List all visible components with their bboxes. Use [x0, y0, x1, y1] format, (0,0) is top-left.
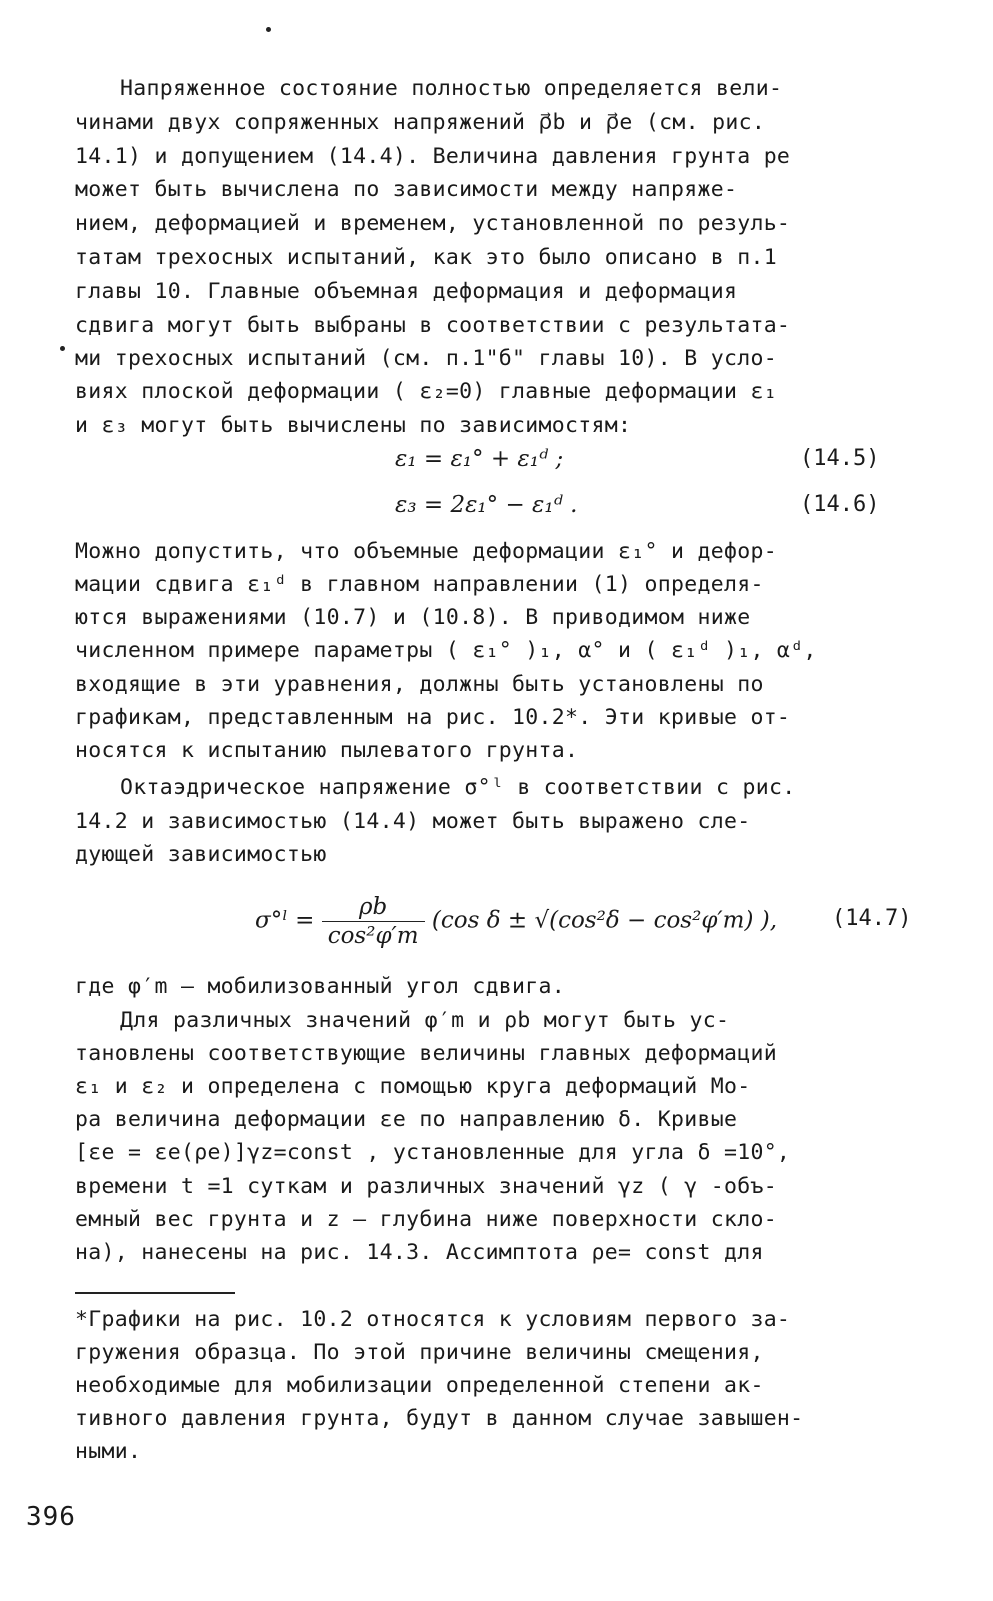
- text-line: ми трехосных испытаний (см. п.1"б" главы 10). В усло-: [75, 346, 777, 371]
- footnote-line: *Графики на рис. 10.2 относятся к условиям первого за-: [75, 1307, 791, 1332]
- text-line: Для различных значений φ′m и ρb могут быть ус-: [120, 1008, 730, 1033]
- text-line: ε₁ и ε₂ и определена с помощью круга деформаций Мо-: [75, 1074, 751, 1099]
- text-line: 14.2 и зависимостью (14.4) может быть выражено сле-: [75, 809, 751, 834]
- text-line: численном примере параметры ( ε₁° )₁, α° и ( ε₁ᵈ )₁, αᵈ,: [75, 638, 817, 663]
- text-line: ра величина деформации εe по направлению δ. Кривые: [75, 1107, 738, 1132]
- ink-dot: [266, 27, 271, 32]
- fraction-denominator: cos²φ′m: [327, 923, 419, 949]
- footnote-line: ными.: [75, 1439, 142, 1464]
- equation-number: (14.7): [832, 906, 912, 931]
- text-line: на), нанесены на рис. 14.3. Ассимптота ρe= const для: [75, 1240, 764, 1265]
- ink-dot: [60, 346, 65, 351]
- text-line: емный вес грунта и z – глубина ниже поверхности скло-: [75, 1207, 777, 1232]
- text-line: главы 10. Главные объемная деформация и деформация: [75, 279, 738, 304]
- text-line: и ε₃ могут быть вычислены по зависимостям:: [75, 413, 632, 438]
- equation-fraction: [322, 893, 425, 950]
- equation-14-5: ε₁ = ε₁° + ε₁ᵈ ;: [395, 446, 564, 472]
- fraction-numerator: ρb: [322, 893, 425, 922]
- text-line: [εe = εe(ρe)]γz=const , установленные для угла δ =10°,: [75, 1140, 791, 1165]
- text-line: Можно допустить, что объемные деформации ε₁° и дефор-: [75, 539, 777, 564]
- text-line: Напряженное состояние полностью определяется вели-: [120, 76, 783, 101]
- equation-14-6: ε₃ = 2ε₁° − ε₁ᵈ .: [395, 492, 578, 518]
- text-line: времени t =1 суткам и различных значений γz ( γ -объ-: [75, 1174, 777, 1199]
- text-line: Октаэдрическое напряжение σ°ˡ в соответствии с рис.: [120, 775, 796, 800]
- text-line: чинами двух сопряженных напряжений ρ⃗b и ρ⃗e (см. рис.: [75, 110, 766, 135]
- equation-14-7: [255, 893, 777, 950]
- text-line: ются выражениями (10.7) и (10.8). В приводимом ниже: [75, 605, 751, 630]
- footnote-line: необходимые для мобилизации определенной степени ак-: [75, 1373, 764, 1398]
- footnote-rule: [75, 1292, 235, 1294]
- text-line: может быть вычислена по зависимости между напряже-: [75, 177, 738, 202]
- page-number: 396: [26, 1502, 76, 1532]
- text-line: 14.1) и допущением (14.4). Величина давления грунта pe: [75, 144, 791, 169]
- equation-number: (14.6): [800, 492, 880, 517]
- text-line: графикам, представленным на рис. 10.2*. Эти кривые от-: [75, 705, 791, 730]
- equation-number: (14.5): [800, 446, 880, 471]
- text-line: носятся к испытанию пылеватого грунта.: [75, 738, 579, 763]
- text-line: дующей зависимостью: [75, 842, 327, 867]
- text-line: где φ′m – мобилизованный угол сдвига.: [75, 974, 566, 999]
- text-line: тановлены соответствующие величины главных деформаций: [75, 1041, 777, 1066]
- text-line: сдвига могут быть выбраны в соответствии с результата-: [75, 313, 791, 338]
- text-line: виях плоской деформации ( ε₂=0) главные деформации ε₁: [75, 379, 777, 404]
- footnote-line: гружения образца. По этой причине величины смещения,: [75, 1340, 764, 1365]
- text-line: татам трехосных испытаний, как это было описано в п.1: [75, 245, 777, 270]
- equation-rhs: (cos δ ± √(cos²δ − cos²φ′m) ),: [431, 907, 778, 934]
- text-line: нием, деформацией и временем, установленной по резуль-: [75, 211, 791, 236]
- text-line: входящие в эти уравнения, должны быть установлены по: [75, 672, 764, 697]
- text-line: мации сдвига ε₁ᵈ в главном направлении (1) определя-: [75, 572, 764, 597]
- equation-lhs: σ°ˡ =: [255, 907, 315, 934]
- footnote-line: тивного давления грунта, будут в данном случае завышен-: [75, 1406, 804, 1431]
